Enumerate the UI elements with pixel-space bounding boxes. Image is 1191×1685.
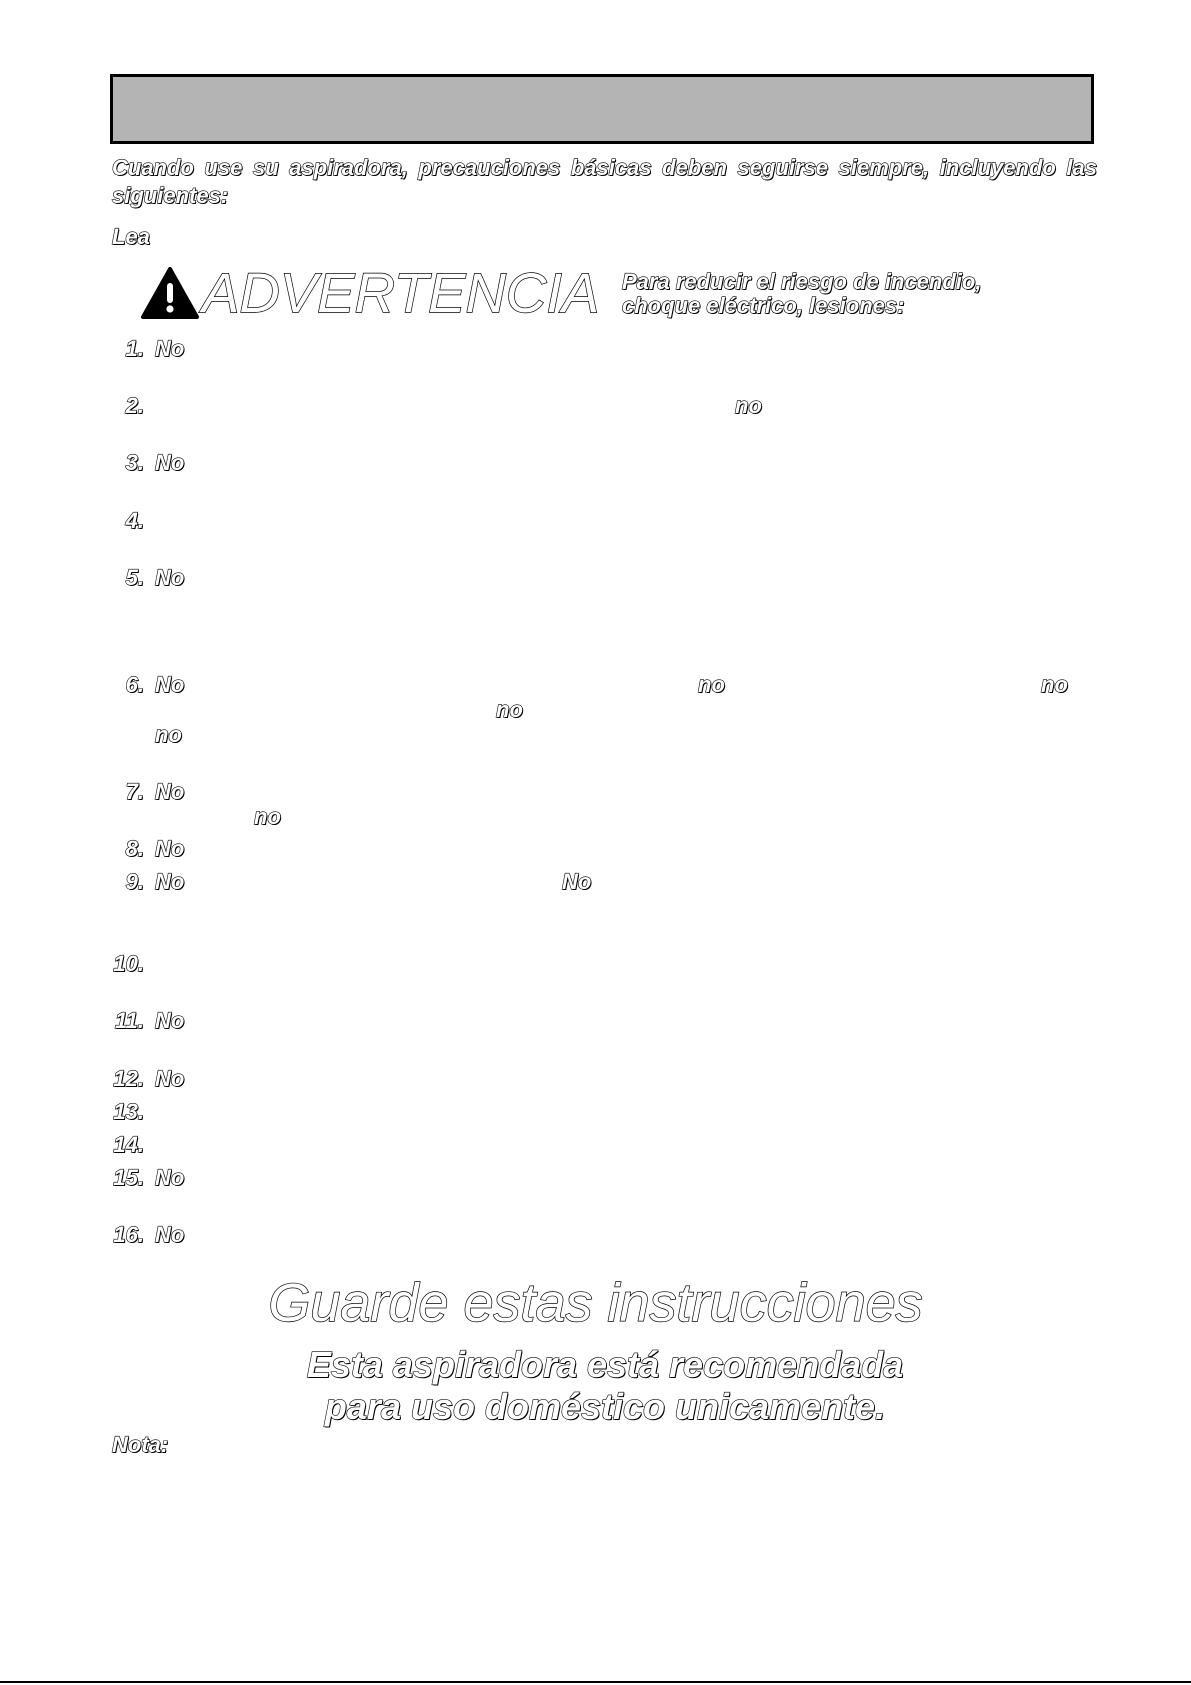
bottom-rule	[0, 1681, 1191, 1683]
warning-subtitle: Para reducir el riesgo de incendio, choque eléctrico, lesiones:	[622, 269, 982, 318]
warning-triangle-icon	[140, 266, 200, 320]
recommendation-line-2: para uso doméstico unicamente.	[324, 1386, 886, 1427]
read-label: Lea	[112, 224, 150, 249]
intro-text: Cuando use su aspiradora, precauciones básicas deben seguirse siempre, incluyendo las siguientes:	[112, 155, 1097, 208]
note-label: Nota:	[112, 1432, 169, 1457]
warning-title: ADVERTENCIA	[202, 261, 600, 324]
header-bar	[110, 74, 1094, 144]
save-instructions-title: Guarde estas instrucciones	[268, 1273, 923, 1333]
recommendation-line-1: Esta aspiradora está recomendada	[306, 1344, 904, 1385]
